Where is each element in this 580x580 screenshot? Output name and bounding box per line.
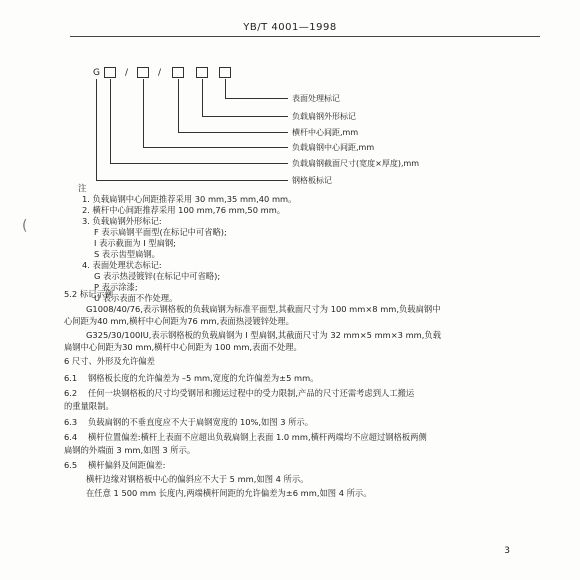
code-box-surface	[219, 67, 231, 78]
leader-v-cross	[178, 79, 179, 132]
code-box-section	[104, 67, 116, 78]
clause-text: 钢格板长度的允许偏差为 –5 mm,宽度的允许偏差为±5 mm。	[88, 373, 319, 383]
leader-h-surface	[225, 98, 288, 99]
label-section-size: 负载扁钢截面尺寸(宽度×厚度),mm	[292, 159, 420, 168]
clause-text: 横杆偏斜及间距偏差:	[88, 460, 166, 470]
leader-v-grating	[96, 79, 97, 180]
code-box-bar-spacing	[137, 67, 149, 78]
clause-text: 负载扁钢的不垂直度应不大于扁钢宽度的 10%,如图 3 所示。	[88, 417, 314, 427]
section-heading: 5.2 标记示例	[64, 289, 114, 299]
leader-v-section	[110, 79, 111, 163]
leader-h-section	[110, 163, 288, 164]
code-box-shape	[196, 67, 208, 78]
note-item: 3. 负载扁钢外形标记:	[82, 216, 162, 226]
clause-text: 扁钢的外端面 3 mm,如图 3 所示。	[64, 445, 196, 455]
page-number: 3	[504, 546, 510, 556]
note-item: S 表示齿型扁钢。	[94, 249, 160, 259]
paragraph-line: G325/30/100IU,表示钢格板的负载扁钢为 I 型扁钢,其截面尺寸为 32 mm×5 mm×3 mm,负载	[86, 330, 441, 340]
clause-number: 6.4	[64, 432, 78, 442]
note-item: U 表示表面不作处理。	[94, 293, 178, 303]
section-heading: 6 尺寸、外形及允许偏差	[64, 356, 155, 366]
leader-v-shape	[202, 79, 203, 116]
paragraph-line: 心间距为40 mm,横杆中心间距为76 mm,表面热浸镀锌处理。	[64, 316, 294, 326]
leader-h-grating	[96, 180, 288, 181]
note-item: F 表示扁钢平面型(在标记中可省略);	[94, 227, 227, 237]
note-item: I 表示截面为 I 型扁钢;	[94, 238, 176, 248]
code-prefix-g: G	[93, 68, 100, 78]
label-surface-treatment: 表面处理标记	[292, 94, 340, 103]
code-slash-1: /	[125, 68, 129, 78]
clause-text: 在任意 1 500 mm 长度内,两端横杆间距的允许偏差为±6 mm,如图 4 所示。	[86, 488, 372, 498]
header-rule	[70, 36, 540, 37]
label-bearing-bar-spacing: 负载扁钢中心间距,mm	[292, 143, 375, 152]
notes-title: 注	[78, 183, 87, 193]
clause-number: 6.5	[64, 460, 78, 470]
label-cross-bar-spacing: 横杆中心间距,mm	[292, 128, 359, 137]
scan-margin-mark: (	[22, 218, 28, 234]
clause-text: 的重量限制。	[64, 401, 114, 411]
clause-text: 任何一块钢格板的尺寸均受钢吊和搬运过程中的受力限制,产品的尺寸还需考虑到人工搬运	[88, 388, 415, 398]
label-grating-mark: 钢格板标记	[292, 176, 332, 185]
label-bar-shape: 负载扁钢外形标记	[292, 112, 356, 121]
clause-text: 横杆边缘对钢格板中心的偏斜应不大于 5 mm,如图 4 所示。	[86, 474, 309, 484]
note-item: 4. 表面处理状态标记:	[82, 260, 162, 270]
clause-number: 6.2	[64, 388, 78, 398]
clause-number: 6.1	[64, 373, 78, 383]
leader-h-cross	[178, 132, 288, 133]
paragraph-line: 扁钢中心间距为30 mm,横杆中心间距为 100 mm,表面不处理。	[64, 342, 302, 352]
leader-v-surface	[225, 79, 226, 98]
paragraph-line: G1008/40/76,表示钢格板的负载扁钢为标准平面型,其截面尺寸为 100 mm×8 mm,负载扁钢中	[86, 304, 441, 314]
code-box-cross-spacing	[172, 67, 184, 78]
leader-h-shape	[202, 116, 288, 117]
clause-text: 横杆位置偏差:横杆上表面不应超出负载扁钢上表面 1.0 mm,横杆两端均不应超过钢格板两侧	[88, 432, 427, 442]
page-header: YB/T 4001—1998	[243, 22, 337, 33]
clause-number: 6.3	[64, 417, 78, 427]
note-item: 1. 负载扁钢中心间距推荐采用 30 mm,35 mm,40 mm。	[82, 194, 297, 204]
code-slash-2: /	[158, 68, 162, 78]
note-item: P 表示涂漆;	[94, 282, 138, 292]
leader-v-bar	[143, 79, 144, 147]
note-item: G 表示热浸镀锌(在标记中可省略);	[94, 271, 221, 281]
leader-h-bar	[143, 147, 288, 148]
note-item: 2. 横杆中心间距推荐采用 100 mm,76 mm,50 mm。	[82, 205, 286, 215]
